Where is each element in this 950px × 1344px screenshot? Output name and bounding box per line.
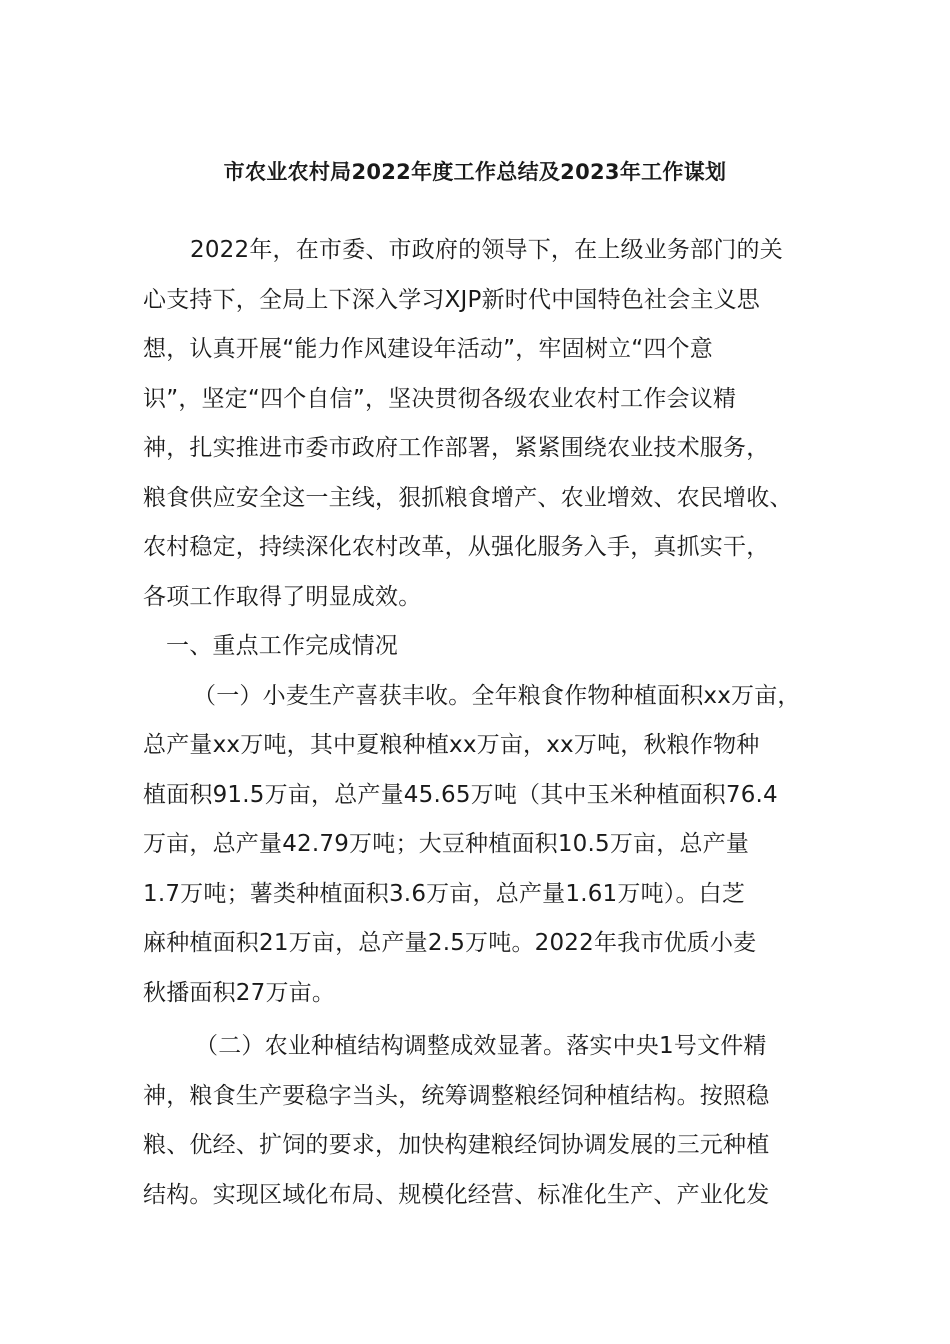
item-2-paragraph [143, 1022, 823, 1220]
paragraph-line: 2022年，在市委、市政府的领导下，在上级业务部门的关 [190, 237, 783, 263]
paragraph-line: 想，认真开展“能力作风建设年活动”，牢固树立“四个意 [143, 336, 713, 362]
paragraph-line: 秋播面积27万亩。 [143, 979, 336, 1006]
paragraph-line: 粮食供应安全这一主线，狠抓粮食增产、农业增效、农民增收、 [143, 484, 793, 511]
paragraph-line: 结构。实现区域化布局、规模化经营、标准化生产、产业化发 [143, 1181, 770, 1208]
document-body [143, 226, 823, 1220]
intro-paragraph [143, 226, 823, 622]
paragraph-line: 心支持下，全局上下深入学习XJP新时代中国特色社会主义思 [143, 286, 761, 313]
section-heading: 一、重点工作完成情况 [166, 633, 398, 659]
paragraph-line: 农村稳定，持续深化农村改革，从强化服务入手，真抓实干， [143, 534, 770, 560]
paragraph-line: （二）农业种植结构调整成效显著。落实中央1号文件精 [195, 1033, 767, 1059]
paragraph-line: 1.7万吨；薯类种植面积3.6万亩，总产量1.61万吨）。白芝 [143, 880, 746, 907]
paragraph-line: 各项工作取得了明显成效。 [143, 583, 422, 610]
item-1-paragraph [143, 672, 823, 1019]
paragraph-line: 神，粮食生产要稳字当头，统筹调整粮经饲种植结构。按照稳 [143, 1082, 770, 1109]
paragraph-line: 粮、优经、扩饲的要求，加快构建粮经饲协调发展的三元种植 [143, 1132, 770, 1158]
paragraph-line: 植面积91.5万亩，总产量45.65万吨（其中玉米种植面积76.4 [143, 781, 778, 808]
paragraph-line: 识”，坚定“四个自信”，坚决贯彻各级农业农村工作会议精 [143, 385, 737, 412]
document-title: 市农业农村局2022年度工作总结及2023年工作谋划 [223, 160, 727, 184]
paragraph-line: （一）小麦生产喜获丰收。全年粮食作物种植面积xx万亩， [193, 682, 801, 709]
paragraph-line: 万亩，总产量42.79万吨；大豆种植面积10.5万亩，总产量 [143, 831, 750, 857]
paragraph-line: 神，扎实推进市委市政府工作部署，紧紧围绕农业技术服务， [143, 435, 770, 461]
paragraph-line: 总产量xx万吨，其中夏粮种植xx万亩，xx万吨，秋粮作物种 [143, 732, 760, 758]
paragraph-line: 麻种植面积21万亩，总产量2.5万吨。2022年我市优质小麦 [143, 930, 757, 956]
